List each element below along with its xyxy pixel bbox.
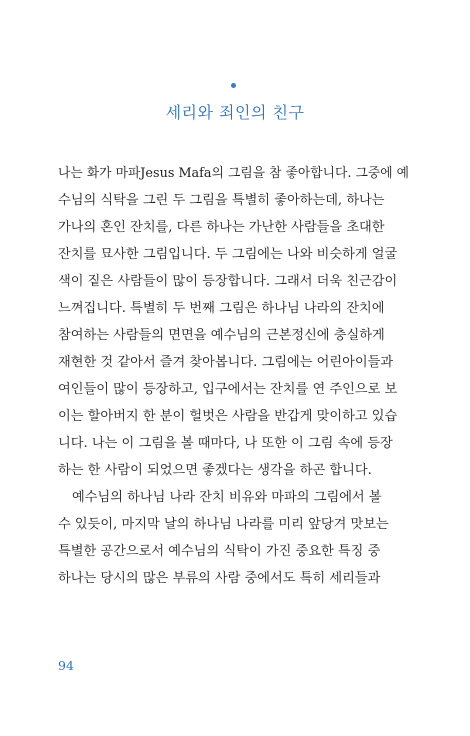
text-line: 가나의 혼인 잔치를, 다른 하나는 가난한 사람들을 초대한 <box>58 220 385 235</box>
text-line: 재현한 것 같아서 즐겨 찾아봅니다. 그림에는 어린아이들과 <box>58 355 394 370</box>
page-number: 94 <box>58 658 74 673</box>
text-line: 하는 한 사람이 되었으면 좋겠다는 생각을 하곤 합니다. <box>58 463 372 478</box>
text-line: 수 있듯이, 마지막 날의 하나님 나라를 미리 앞당겨 맛보는 <box>58 517 389 532</box>
text-line: 특별한 공간으로서 예수님의 식탁이 가진 중요한 특징 중 <box>58 544 381 559</box>
chapter-title: 세리와 죄인의 친구 <box>165 103 305 122</box>
text-line: 색이 짙은 사람들이 많이 등장합니다. 그래서 더욱 친근감이 <box>58 274 398 289</box>
text-line: 참여하는 사람들의 면면을 예수님의 근본정신에 충실하게 <box>58 328 385 343</box>
text-line: 나는 화가 마파Jesus Mafa의 그림을 참 좋아합니다. 그중에 예 <box>58 166 410 181</box>
text-line: 잔치를 묘사한 그림입니다. 두 그림에는 나와 비슷하게 얼굴 <box>58 247 398 262</box>
text-line: 느껴집니다. 특별히 두 번째 그림은 하나님 나라의 잔치에 <box>58 301 385 316</box>
chapter-bullet-icon <box>231 83 236 88</box>
text-line: 니다. 나는 이 그림을 볼 때마다, 나 또한 이 그림 속에 등장 <box>58 436 393 451</box>
text-line: 하나는 당시의 많은 부류의 사람 중에서도 특히 세리들과 <box>58 571 381 586</box>
text-line: 예수님의 하나님 나라 잔치 비유와 마파의 그림에서 볼 <box>72 490 382 505</box>
text-line: 여인들이 많이 등장하고, 입구에서는 잔치를 연 주인으로 보 <box>58 382 398 397</box>
text-line: 이는 할아버지 한 분이 헐벗은 사람을 반갑게 맞이하고 있습 <box>58 409 398 424</box>
body-text <box>58 160 410 592</box>
text-line: 수님의 식탁을 그린 두 그림을 특별히 좋아하는데, 하나는 <box>58 193 385 208</box>
